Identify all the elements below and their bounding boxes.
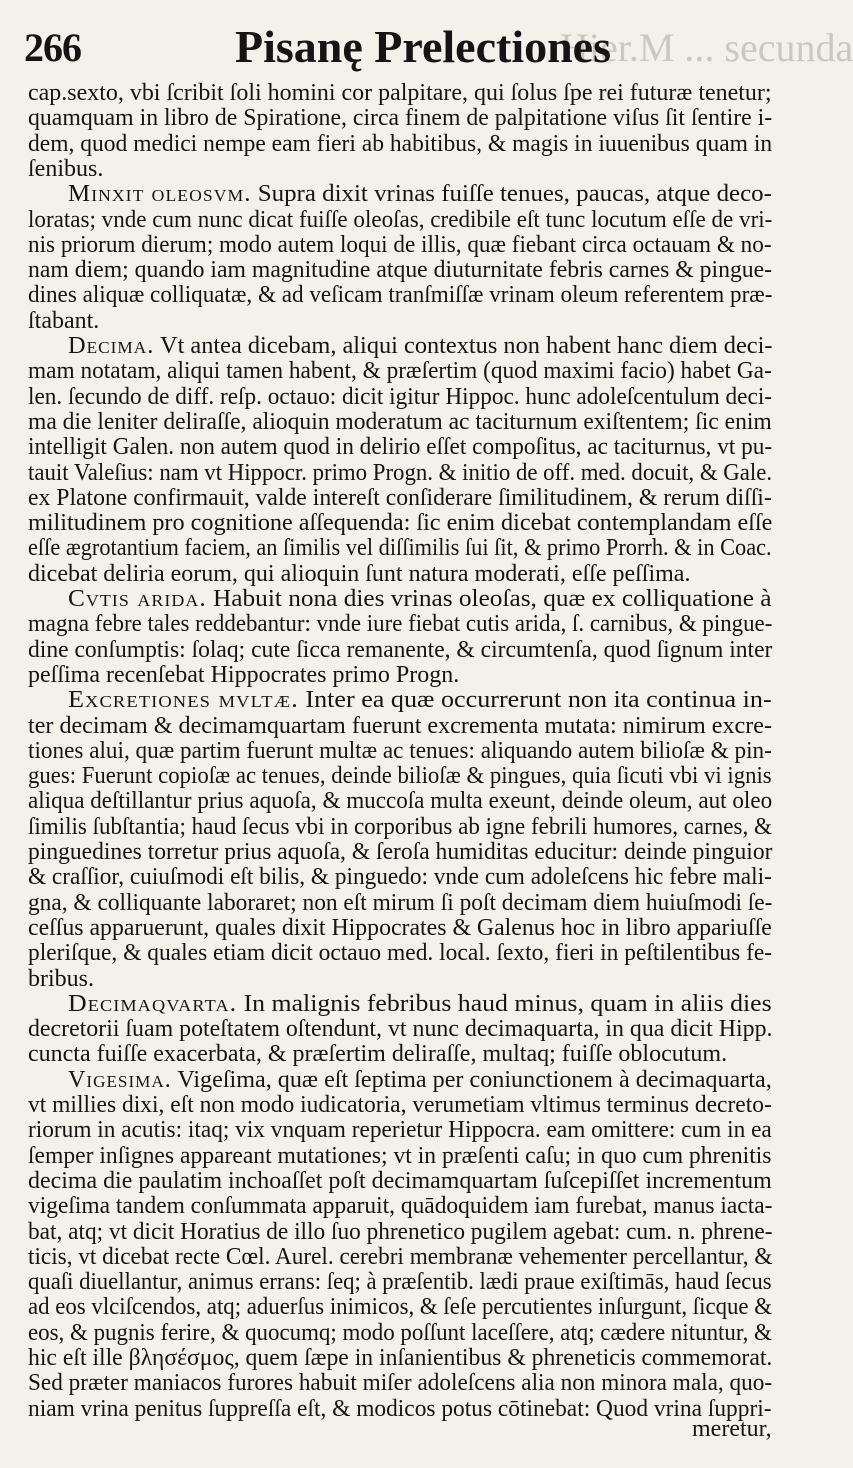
- text-line: cuncta fuiſſe exacerbata, & præſertim deliraſſe, multaq; fuiſſe oblocutum.: [28, 1041, 728, 1068]
- text-line: dines aliquæ colliquatæ, & ad veſicam tranſmiſſæ vrinam oleum referentem præ-: [28, 282, 773, 309]
- text-line: ſenibus.: [28, 155, 104, 182]
- text-line: nis priorum dierum; modo autem loqui de illis, quæ fiebant circa octauam & no-: [28, 231, 772, 258]
- text-line: magna febre tales reddebantur: vnde iure fiebat cutis arida, ſ. carnibus, & pingue-: [28, 611, 773, 638]
- text-line: quamquam in libro de Spiratione, circa finem de palpitatione viſus ſit ſentire i-: [28, 105, 773, 132]
- text-line: mam notatam, aliqui tamen habent, & præſertim (quod maximi facio) habet Ga-: [28, 358, 772, 385]
- text-line: bribus.: [28, 965, 94, 992]
- text-line: niam vrina penitus ſuppreſſa eſt, & modicos potus cōtinebat: Quod vrina ſuppri-: [28, 1395, 772, 1422]
- text-line: peſſima recenſebat Hippocrates primo Progn.: [28, 661, 460, 688]
- lemma-heading: Cvtis arida.: [68, 586, 207, 612]
- text-line: intelligit Galen. non autem quod in delirio eſſet compoſitus, ac taciturnus, vt pu-: [28, 434, 773, 461]
- text-line: loratas; vnde cum nunc dicat fuiſſe oleoſas, credibile eſt tunc locutum eſſe de vri-: [28, 206, 773, 233]
- text-line: aliqua deſtillantur prius aquoſa, & muccoſa multa exeunt, deinde oleum, aut oleo: [28, 788, 773, 815]
- text-line: vigeſima tandem conſummata apparuit, quādoquidem iam furebat, manus iacta-: [28, 1193, 773, 1220]
- text-line: & craſſior, cuiuſmodi eſt bilis, & pinguedo: vnde cum adoleſcens hic febre mali-: [28, 864, 772, 891]
- text-line: gna, & colliquante laboraret; non eſt mirum ſi poſt decimam diem huiuſmodi ſe-: [28, 889, 773, 916]
- text-line: pinguedines torretur prius aquoſa, & ſeroſa humiditas educitur: deinde pinguior: [28, 839, 773, 865]
- text-line: Sed præter maniacos furores habuit miſer adoleſcens alia non minora mala, quo-: [28, 1370, 773, 1397]
- text-line: militudinem pro cognitione aſſequenda: ſic enim dicebat contemplandam eſſe: [28, 510, 773, 537]
- text-line: quaſi diuellantur, animus errans: ſeq; à præſentib. lædi praue exiſtimās, haud ſecus: [28, 1269, 772, 1296]
- text-line: eſſe ægrotantium faciem, an ſimilis vel diſſimilis ſui ſit, & primo Prorrh. & in Coac.: [28, 535, 772, 562]
- lemma-text: Inter ea quæ occurrerunt non ita continua in-: [298, 687, 772, 714]
- lemma-heading: Excretiones mvltæ.: [68, 687, 299, 714]
- lemma-heading: Vigesima.: [68, 1066, 172, 1093]
- text-line: dine conſumptis: ſolaq; cute ſicca remanente, & circumtenſa, quod ſignum inter: [28, 636, 773, 663]
- text-line: tauit Valeſius: nam vt Hippocr. primo Progn. & initio de off. med. docuit, & Gale.: [28, 459, 773, 486]
- text-line: dicebat deliria eorum, qui alioquin ſunt natura moderati, eſſe peſſima.: [28, 560, 691, 587]
- lemma-heading: Decima.: [68, 333, 155, 359]
- text-line: gues: Fuerunt copioſæ ac tenues, deinde bilioſæ & pingues, quia ſicuti vbi vi ignis: [28, 763, 772, 790]
- text-line: ma die leniter deliraſſe, alioquin moderatum ac taciturnum exiſtentem; ſic enim: [28, 408, 772, 435]
- text-line: eos, & pugnis ferire, & quocumq; modo poſſunt laceſſere, atq; cædere nituntur, &: [28, 1319, 772, 1346]
- text-line: tiones alui, quæ partim fuerunt multæ ac tenues: aliquando autem bilioſæ & pin-: [28, 737, 772, 764]
- text-line: dem, quod medici nempe eam fieri ab habitibus, & magis in iuuenibus quam in: [28, 130, 773, 157]
- catchword: meretur,: [692, 1416, 772, 1442]
- text-line: ſtabant.: [28, 307, 100, 334]
- lemma-text: Vt antea dicebam, aliqui contextus non habent hanc diem deci-: [154, 333, 773, 359]
- text-line: bat, atq; vt dicit Horatius de illo ſuo phrenetico pugilem agebat: cum. n. phrene-: [28, 1218, 773, 1245]
- lemma-heading: Minxit oleosvm.: [68, 181, 252, 208]
- text-line: ſemper inſignes appareant mutationes; vt in præſenti caſu; in quo cum phrenitis: [28, 1142, 772, 1169]
- page-number: 266: [24, 25, 81, 70]
- text-line: decima die paulatim inchoaſſet poſt decimamquartam ſuſcepiſſet incrementum: [28, 1167, 772, 1194]
- text-line: ticis, vt dicebat recte Cœl. Aurel. cerebri membranæ vehementer percellantur, &: [28, 1243, 773, 1270]
- lemma-text: In malignis febribus haud minus, quam in aliis dies: [237, 990, 772, 1017]
- text-line: len. ſecundo de diff. reſp. octauo: dicit igitur Hippoc. hunc adoleſcentulum deci-: [28, 383, 773, 410]
- text-line: pleriſque, & quales etiam dicit octauo med. local. ſexto, fieri in peſtilentibus fe-: [28, 940, 773, 967]
- text-line: nam diem; quando iam magnitudine atque diuturnitate febris carnes & pingue-: [28, 257, 773, 284]
- text-line: hic eſt ille βλησέσμος, quem ſæpe in inſanientibus & phreneticis commemorat.: [28, 1345, 773, 1371]
- page-header: [0, 20, 853, 80]
- text-line: cap.sexto, vbi ſcribit ſoli homini cor palpitare, qui ſolus ſpe rei futuræ tenetur;: [28, 80, 772, 106]
- lemma-text: Vigeſima, quæ eſt ſeptima per coniunctionem à decimaquarta,: [171, 1066, 772, 1093]
- lemma-heading: Decimaqvarta.: [68, 990, 238, 1017]
- bleed-through-title: Hier.M ... secunda: [560, 25, 853, 70]
- text-line: vt millies dixi, eſt non modo iudicatoria, verumetiam vltimus terminus decreto-: [28, 1092, 772, 1118]
- text-line: riorum in acutis: itaq; vix vnquam reperietur Hippocra. eam omittere: cum in ea: [28, 1117, 772, 1144]
- text-line: ter decimam & decimamquartam fuerunt excrementa mutata: nimirum excre-: [28, 712, 772, 739]
- text-line: ex Platone confirmauit, valde intereſt conſiderare ſimilitudinem, & rerum diſſi-: [28, 484, 772, 511]
- text-line: decretorii ſuam poteſtatem oſtendunt, vt nunc decimaquarta, in qua dicit Hipp.: [28, 1016, 773, 1043]
- text-line: ad eos vlciſcendos, atq; aduerſus inimicos, & ſeſe percutientes inſurgunt, ſicque &: [28, 1294, 773, 1321]
- text-line: ceſſus apparuerunt, quales dixit Hippocrates & Galenus hoc in libro appariuſſe: [28, 914, 772, 941]
- lemma-text: Supra dixit vrinas fuiſſe tenues, paucas, atque deco-: [251, 181, 772, 208]
- lemma-text: Habuit nona dies vrinas oleoſas, quæ ex colliquatione à: [206, 586, 772, 612]
- text-line: ſimilis ſubſtantia; haud ſecus vbi in corporibus ab igne febrili humores, carnes, &: [28, 813, 772, 840]
- running-title: Pisanę Prelectiones: [235, 21, 611, 72]
